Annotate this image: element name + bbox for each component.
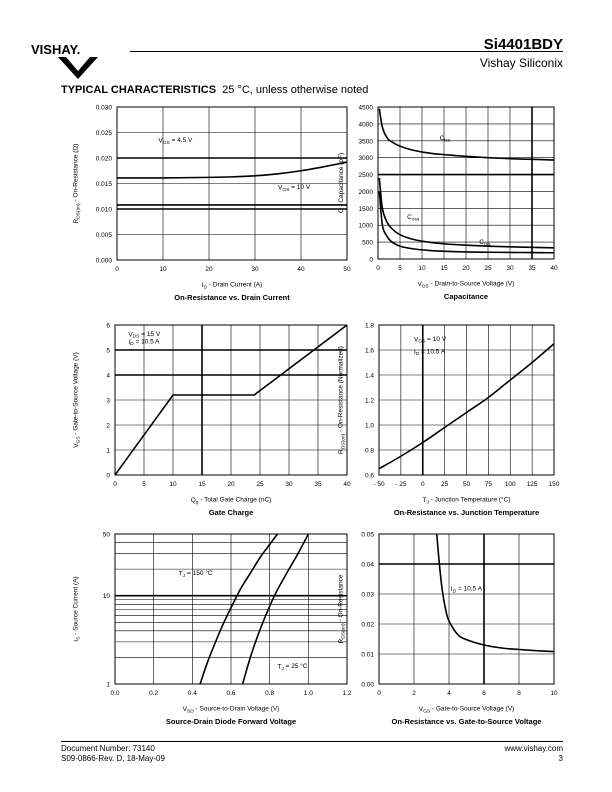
y-axis-label: $R_{DS(on)}$ - On-Resistance (Ω) (72, 143, 82, 224)
y-tick-label: 0.04 (361, 561, 374, 569)
x-tick-label: 15 (198, 481, 206, 488)
x-tick-label: 25 (256, 481, 264, 488)
series-annotation: $C_{iss}$ (439, 135, 451, 144)
x-tick-label: 30 (251, 266, 259, 273)
x-tick-label: 30 (285, 481, 293, 488)
x-tick-label: 10 (159, 266, 167, 273)
x-tick-label: 5 (142, 481, 146, 488)
y-tick-label: 3 (106, 397, 110, 405)
y-tick-label: 6 (106, 322, 110, 330)
x-tick-label: 4 (447, 690, 451, 697)
series-annotation: $C_{oss}$ (407, 214, 420, 223)
x-axis-label: $V_{GS}$ - Gate-to-Source Voltage (V) (418, 705, 515, 715)
x-axis-label: $Q_g$ - Total Gate Charge (nC) (190, 496, 272, 506)
y-tick-label: 1.2 (364, 397, 374, 405)
x-tick-label: 25 (484, 265, 492, 272)
x-tick-label: 0 (420, 481, 425, 488)
x-tick-label: 15 (440, 265, 448, 272)
x-tick-label: 0.6 (226, 690, 236, 697)
x-tick-label: 25 (441, 481, 449, 488)
x-tick-label: 10 (550, 690, 558, 697)
x-tick-label: 20 (462, 265, 470, 272)
series-line (117, 162, 347, 178)
x-tick-label: 10 (169, 481, 177, 488)
x-tick-label: - 50 (373, 481, 385, 488)
section-condition: 25 °C, unless otherwise noted (222, 84, 369, 96)
series-annotation: $I_D = 10.5$ A (414, 348, 446, 358)
x-tick-label: 50 (343, 266, 351, 273)
x-tick-label: 1.2 (342, 690, 352, 697)
y-axis-label: $I_S$ - Source Current (A) (72, 576, 82, 642)
y-axis-label: C - Capacitance (pF) (338, 152, 345, 214)
series-line (379, 178, 554, 248)
series-annotation: $T_J = 25$ °C (277, 662, 308, 672)
x-tick-label: 125 (526, 481, 538, 488)
y-tick-label: 0.05 (361, 531, 374, 539)
x-tick-label: 35 (314, 481, 322, 488)
y-tick-label: 0.000 (95, 257, 112, 265)
grid (379, 325, 554, 475)
y-tick-label: 0.03 (361, 591, 374, 599)
x-tick-label: 0 (115, 266, 119, 273)
y-tick-label: 0.6 (364, 472, 374, 480)
y-tick-label: 1.0 (364, 422, 374, 430)
y-tick-label: 4 (106, 372, 110, 380)
x-tick-label: 40 (550, 265, 558, 272)
y-tick-label: 10 (102, 593, 110, 601)
y-tick-label: 0.020 (95, 155, 112, 163)
page-number: 3 (558, 754, 563, 763)
x-tick-label: 20 (227, 481, 235, 488)
grid (379, 534, 554, 684)
y-tick-label: 0.010 (95, 206, 112, 214)
y-tick-label: 0.00 (361, 681, 374, 689)
x-axis-label: $T_J$ - Junction Temperature (°C) (422, 496, 511, 506)
x-tick-label: - 25 (395, 481, 407, 488)
grid (117, 107, 347, 260)
series-annotation: $I_D = 10.5$ A (450, 585, 482, 595)
x-tick-label: 0 (113, 481, 117, 488)
grid (115, 325, 347, 475)
chart-capacitance (330, 102, 570, 312)
x-tick-label: 20 (205, 266, 213, 273)
y-tick-label: 2500 (358, 172, 373, 180)
y-tick-label: 0.005 (95, 232, 112, 239)
x-axis-label: $I_D$ - Drain Current (A) (201, 281, 263, 291)
y-tick-label: 1 (106, 447, 110, 455)
y-axis-label: $R_{DS(on)}$ - On-Resistance (337, 574, 347, 644)
y-tick-label: 5 (106, 347, 110, 355)
x-axis-label: $V_{DS}$ - Drain-to-Source Voltage (V) (417, 280, 515, 290)
series-annotation: $V_{GS} = 10$ V (278, 184, 311, 194)
x-tick-label: 0 (376, 265, 380, 272)
y-tick-label: 3500 (358, 138, 373, 146)
x-tick-label: 35 (528, 265, 536, 272)
doc-number: Document Number: 73140 (61, 744, 155, 753)
x-tick-label: 0.0 (110, 690, 120, 697)
x-tick-label: 2 (412, 690, 416, 697)
x-tick-label: 8 (517, 690, 521, 697)
x-tick-label: 1.0 (303, 690, 313, 697)
y-tick-label: 2 (106, 422, 110, 430)
series-line (200, 534, 277, 684)
y-tick-label: 4500 (358, 104, 373, 112)
chart-on-resistance-vs-junction-temperature (330, 318, 570, 523)
series-annotation: $I_D = 10.5$ A (128, 338, 160, 348)
series-annotation: $T_J = 150$ °C (178, 569, 213, 579)
x-tick-label: 0.4 (187, 690, 197, 697)
x-tick-label: 6 (482, 690, 486, 697)
plot-frame (379, 534, 554, 684)
revision: S09-0866-Rev. D, 18-May-09 (61, 754, 165, 763)
logo-text: VISHAY. (31, 42, 81, 57)
chart-title: Gate Charge (208, 508, 254, 517)
section-title-text: TYPICAL CHARACTERISTICS (61, 84, 217, 96)
y-tick-label: 0.030 (95, 104, 112, 112)
x-tick-label: 0.8 (265, 690, 275, 697)
y-tick-label: 0.8 (364, 447, 374, 455)
y-tick-label: 0 (106, 472, 110, 480)
x-tick-label: 100 (504, 481, 516, 488)
y-tick-label: 4000 (358, 121, 373, 129)
series-annotation: $V_{DS} = 15$ V (128, 330, 161, 340)
y-tick-label: 1000 (358, 222, 373, 230)
y-tick-label: 1 (106, 681, 110, 689)
y-tick-label: 0.025 (95, 130, 112, 137)
chart-on-resistance-vs-gate-to-source-voltage (330, 528, 570, 733)
y-tick-label: 1.4 (364, 372, 374, 380)
y-axis-label: $R_{DS(on)}$ - On-Resistance (Normalized) (337, 346, 347, 454)
series-line (243, 534, 309, 684)
x-tick-label: 10 (418, 265, 426, 272)
series-annotation: $C_{rss}$ (479, 238, 491, 248)
x-axis-label: $V_{SD}$ - Source-to-Drain Voltage (V) (182, 705, 280, 715)
y-tick-label: 1500 (358, 205, 373, 213)
chart-title: On-Resistance vs. Gate-to-Source Voltage (391, 717, 542, 726)
y-tick-label: 3000 (358, 155, 373, 163)
series-line (379, 109, 554, 160)
y-tick-label: 50 (102, 531, 110, 539)
website: www.vishay.com (504, 744, 563, 753)
x-tick-label: 0.2 (149, 690, 159, 697)
chart-title: On-Resistance vs. Junction Temperature (393, 508, 540, 517)
vishay-logo (30, 36, 126, 82)
section-title (61, 84, 368, 96)
y-tick-label: 2000 (358, 188, 373, 196)
x-tick-label: 40 (297, 266, 305, 273)
chart-title: On-Resistance vs. Drain Current (174, 293, 290, 302)
y-tick-label: 1.6 (364, 347, 374, 355)
series-annotation: $V_{GS} = 4.5$ V (158, 137, 193, 147)
x-tick-label: 40 (343, 481, 351, 488)
series-annotation: $V_{GS} = 10$ V (414, 335, 447, 345)
footer-divider (61, 741, 563, 742)
x-tick-label: 150 (548, 481, 560, 488)
company-name: Vishay Siliconix (479, 56, 563, 70)
x-tick-label: 50 (462, 481, 471, 488)
y-tick-label: 0.015 (95, 181, 112, 188)
y-tick-label: 500 (362, 239, 373, 247)
series-line (379, 191, 554, 252)
chart-title: Capacitance (443, 292, 489, 301)
y-tick-label: 0 (369, 256, 373, 264)
y-tick-label: 1.8 (364, 322, 374, 330)
x-tick-label: 5 (398, 265, 402, 272)
y-tick-label: 0.01 (361, 651, 374, 659)
x-tick-label: 0 (377, 690, 381, 697)
part-number: Si4401BDY (483, 36, 563, 53)
chart-title: Source-Drain Diode Forward Voltage (165, 717, 297, 726)
y-tick-label: 0.02 (361, 621, 374, 629)
y-axis-label: $V_{GS}$ - Gate-to-Source Voltage (V) (72, 352, 82, 448)
x-tick-label: 75 (484, 481, 492, 488)
x-tick-label: 30 (506, 265, 514, 272)
